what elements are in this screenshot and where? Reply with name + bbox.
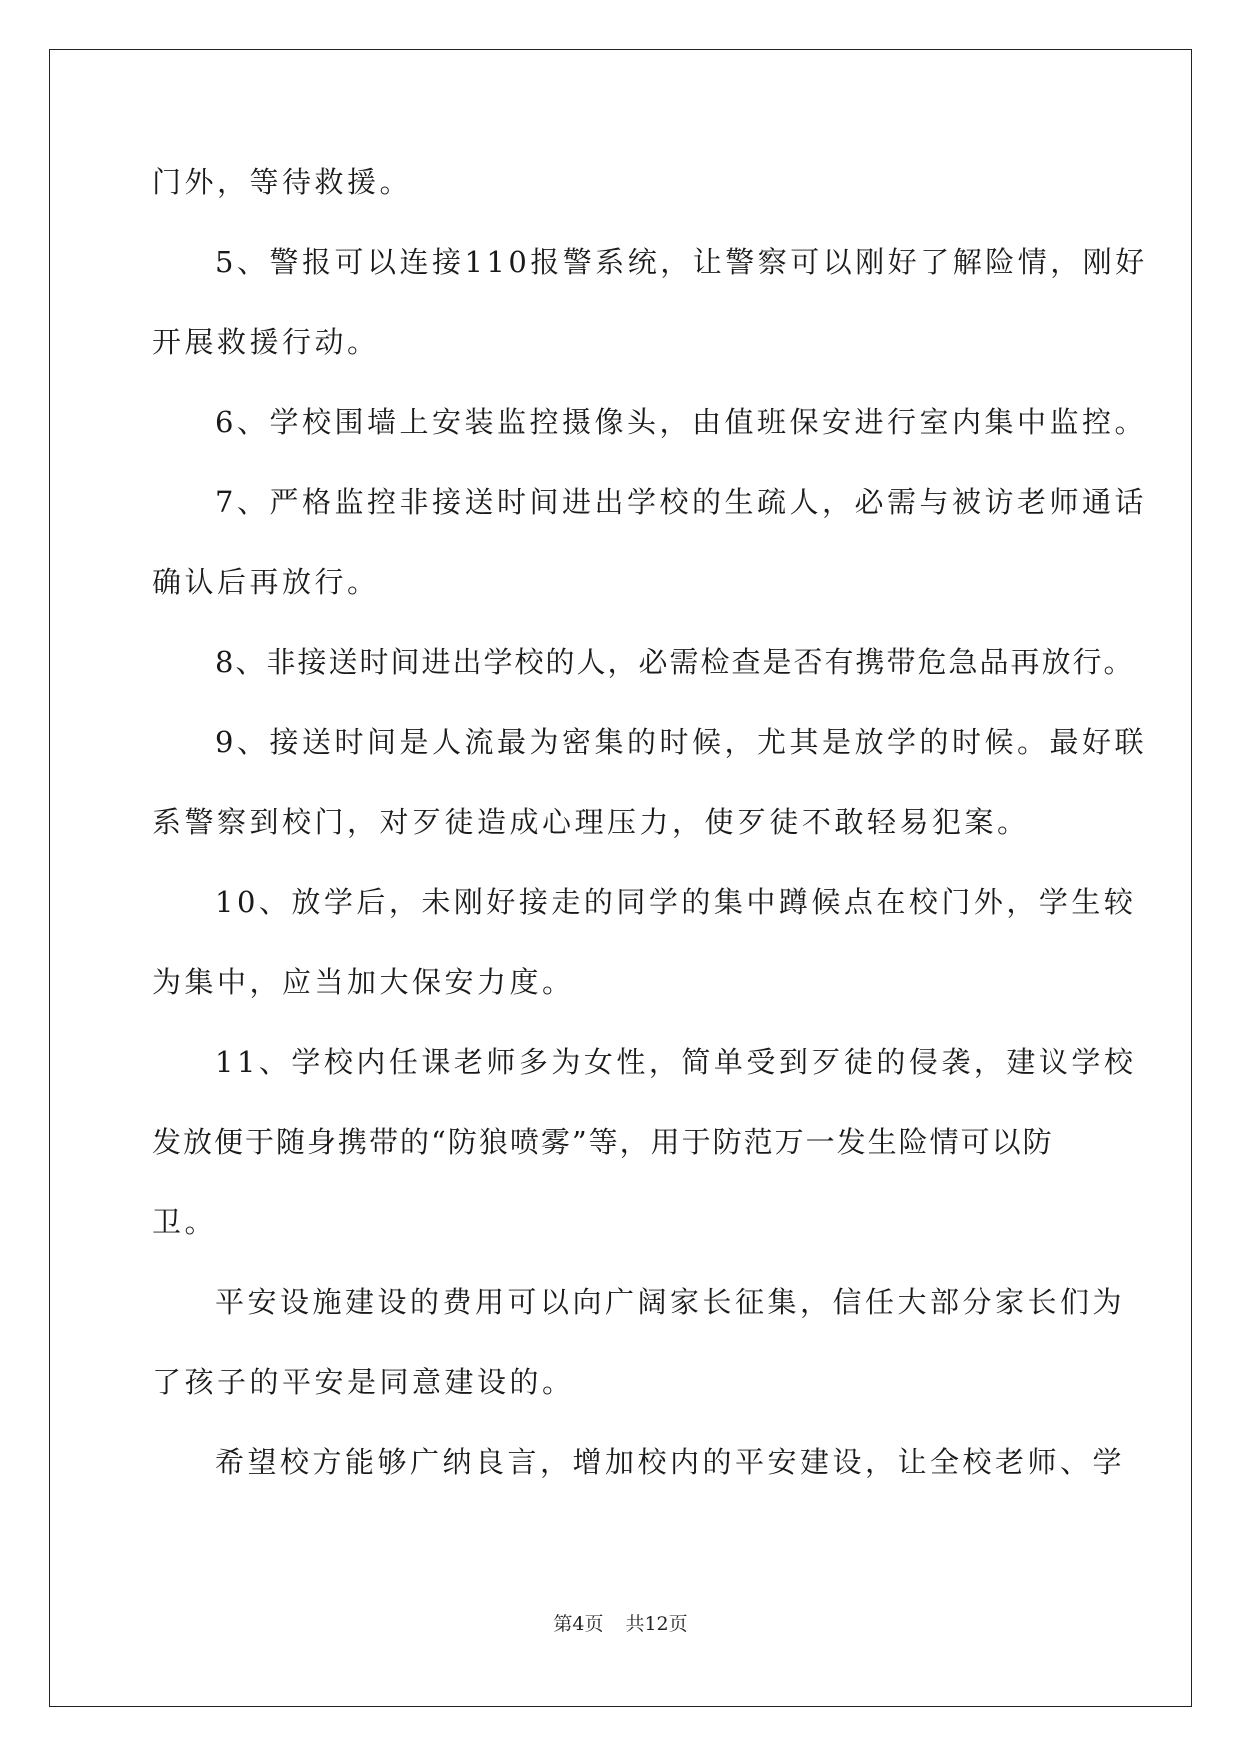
- text-line: 10、放学后，未刚好接走的同学的集中蹲候点在校门外，学生较: [215, 885, 1137, 919]
- text-line: 为集中，应当加大保安力度。: [152, 965, 575, 999]
- text-line: 了孩子的平安是同意建设的。: [152, 1365, 575, 1399]
- text-line: 卫。: [152, 1205, 218, 1239]
- text-line: 5、警报可以连接110报警系统，让警察可以刚好了解险情，刚好: [215, 245, 1148, 279]
- text-line: 7、严格监控非接送时间进出学校的生疏人，必需与被访老师通话: [215, 485, 1147, 519]
- text-line: 9、接送时间是人流最为密集的时候，尤其是放学的时候。最好联: [215, 725, 1147, 759]
- text-line: 系警察到校门，对歹徒造成心理压力，使歹徒不敢轻易犯案。: [152, 805, 1030, 839]
- text-line: 确认后再放行。: [152, 565, 380, 599]
- page-number: 第4页: [553, 1613, 604, 1635]
- text-line: 发放便于随身携带的“防狼喷雾”等，用于防范万一发生险情可以防: [152, 1125, 1054, 1159]
- text-line: 6、学校围墙上安装监控摄像头，由值班保安进行室内集中监控。: [215, 405, 1147, 439]
- text-line: 门外，等待救援。: [152, 165, 413, 199]
- page-footer: [0, 1612, 1241, 1636]
- text-line: 希望校方能够广纳良言，增加校内的平安建设，让全校老师、学: [215, 1445, 1126, 1479]
- text-line: 平安设施建设的费用可以向广阔家长征集，信任大部分家长们为: [215, 1285, 1126, 1319]
- text-line: 8、非接送时间进出学校的人，必需检查是否有携带危急品再放行。: [215, 645, 1135, 679]
- text-line: 开展救援行动。: [152, 325, 380, 359]
- text-line: 11、学校内任课老师多为女性，简单受到歹徒的侵袭，建议学校: [215, 1045, 1137, 1079]
- page-total: 共12页: [625, 1613, 688, 1635]
